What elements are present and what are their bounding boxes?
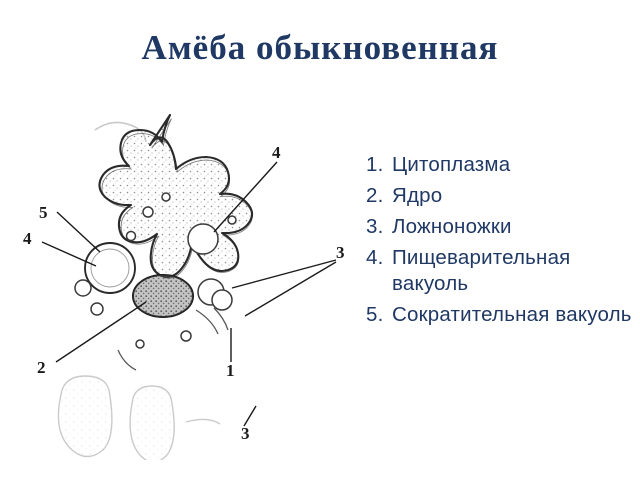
callout-3-right-label: 3 <box>336 243 345 262</box>
legend-item-label: Цитоплазма <box>392 153 511 176</box>
legend-item-label: Ядро <box>392 184 443 208</box>
leader-5-left <box>57 212 100 252</box>
list-item <box>366 302 634 328</box>
nucleus <box>133 275 193 317</box>
callout-3-bottom-label: 3 <box>241 424 250 443</box>
leader-3-bottom <box>244 406 256 426</box>
legend-item-number: 2. <box>366 184 384 208</box>
callout-2-left-label: 2 <box>37 358 46 377</box>
page-title: Амёба обыкновенная <box>141 28 499 67</box>
legend-list <box>366 152 634 333</box>
leader-3-right-a <box>232 260 336 288</box>
legend-item-number: 1. <box>366 153 384 176</box>
leader-3-right-b <box>245 262 336 316</box>
legend-item-number: 5. <box>366 303 384 327</box>
list-item <box>366 245 634 297</box>
callout-4-left-label: 4 <box>23 229 32 248</box>
legend-item-number: 3. <box>366 215 384 239</box>
callout-1-bottom-label: 1 <box>226 361 235 380</box>
legend-item-label: Ложноножки <box>392 215 512 239</box>
legend-item-label: Сократительная вакуоль <box>392 303 632 327</box>
legend-item-label: Пищеварительная вакуоль <box>392 246 571 296</box>
leader-4-left <box>42 242 96 266</box>
list-item <box>366 183 634 209</box>
amoeba-diagram <box>0 100 370 460</box>
callout-4-top-label: 4 <box>272 143 281 162</box>
legend-item-number: 4. <box>366 246 384 270</box>
callout-5-left-label: 5 <box>39 203 48 222</box>
pseudopod-lines <box>118 308 228 370</box>
list-item <box>366 152 634 178</box>
list-item <box>366 214 634 240</box>
contractile-vacuole <box>85 243 135 293</box>
